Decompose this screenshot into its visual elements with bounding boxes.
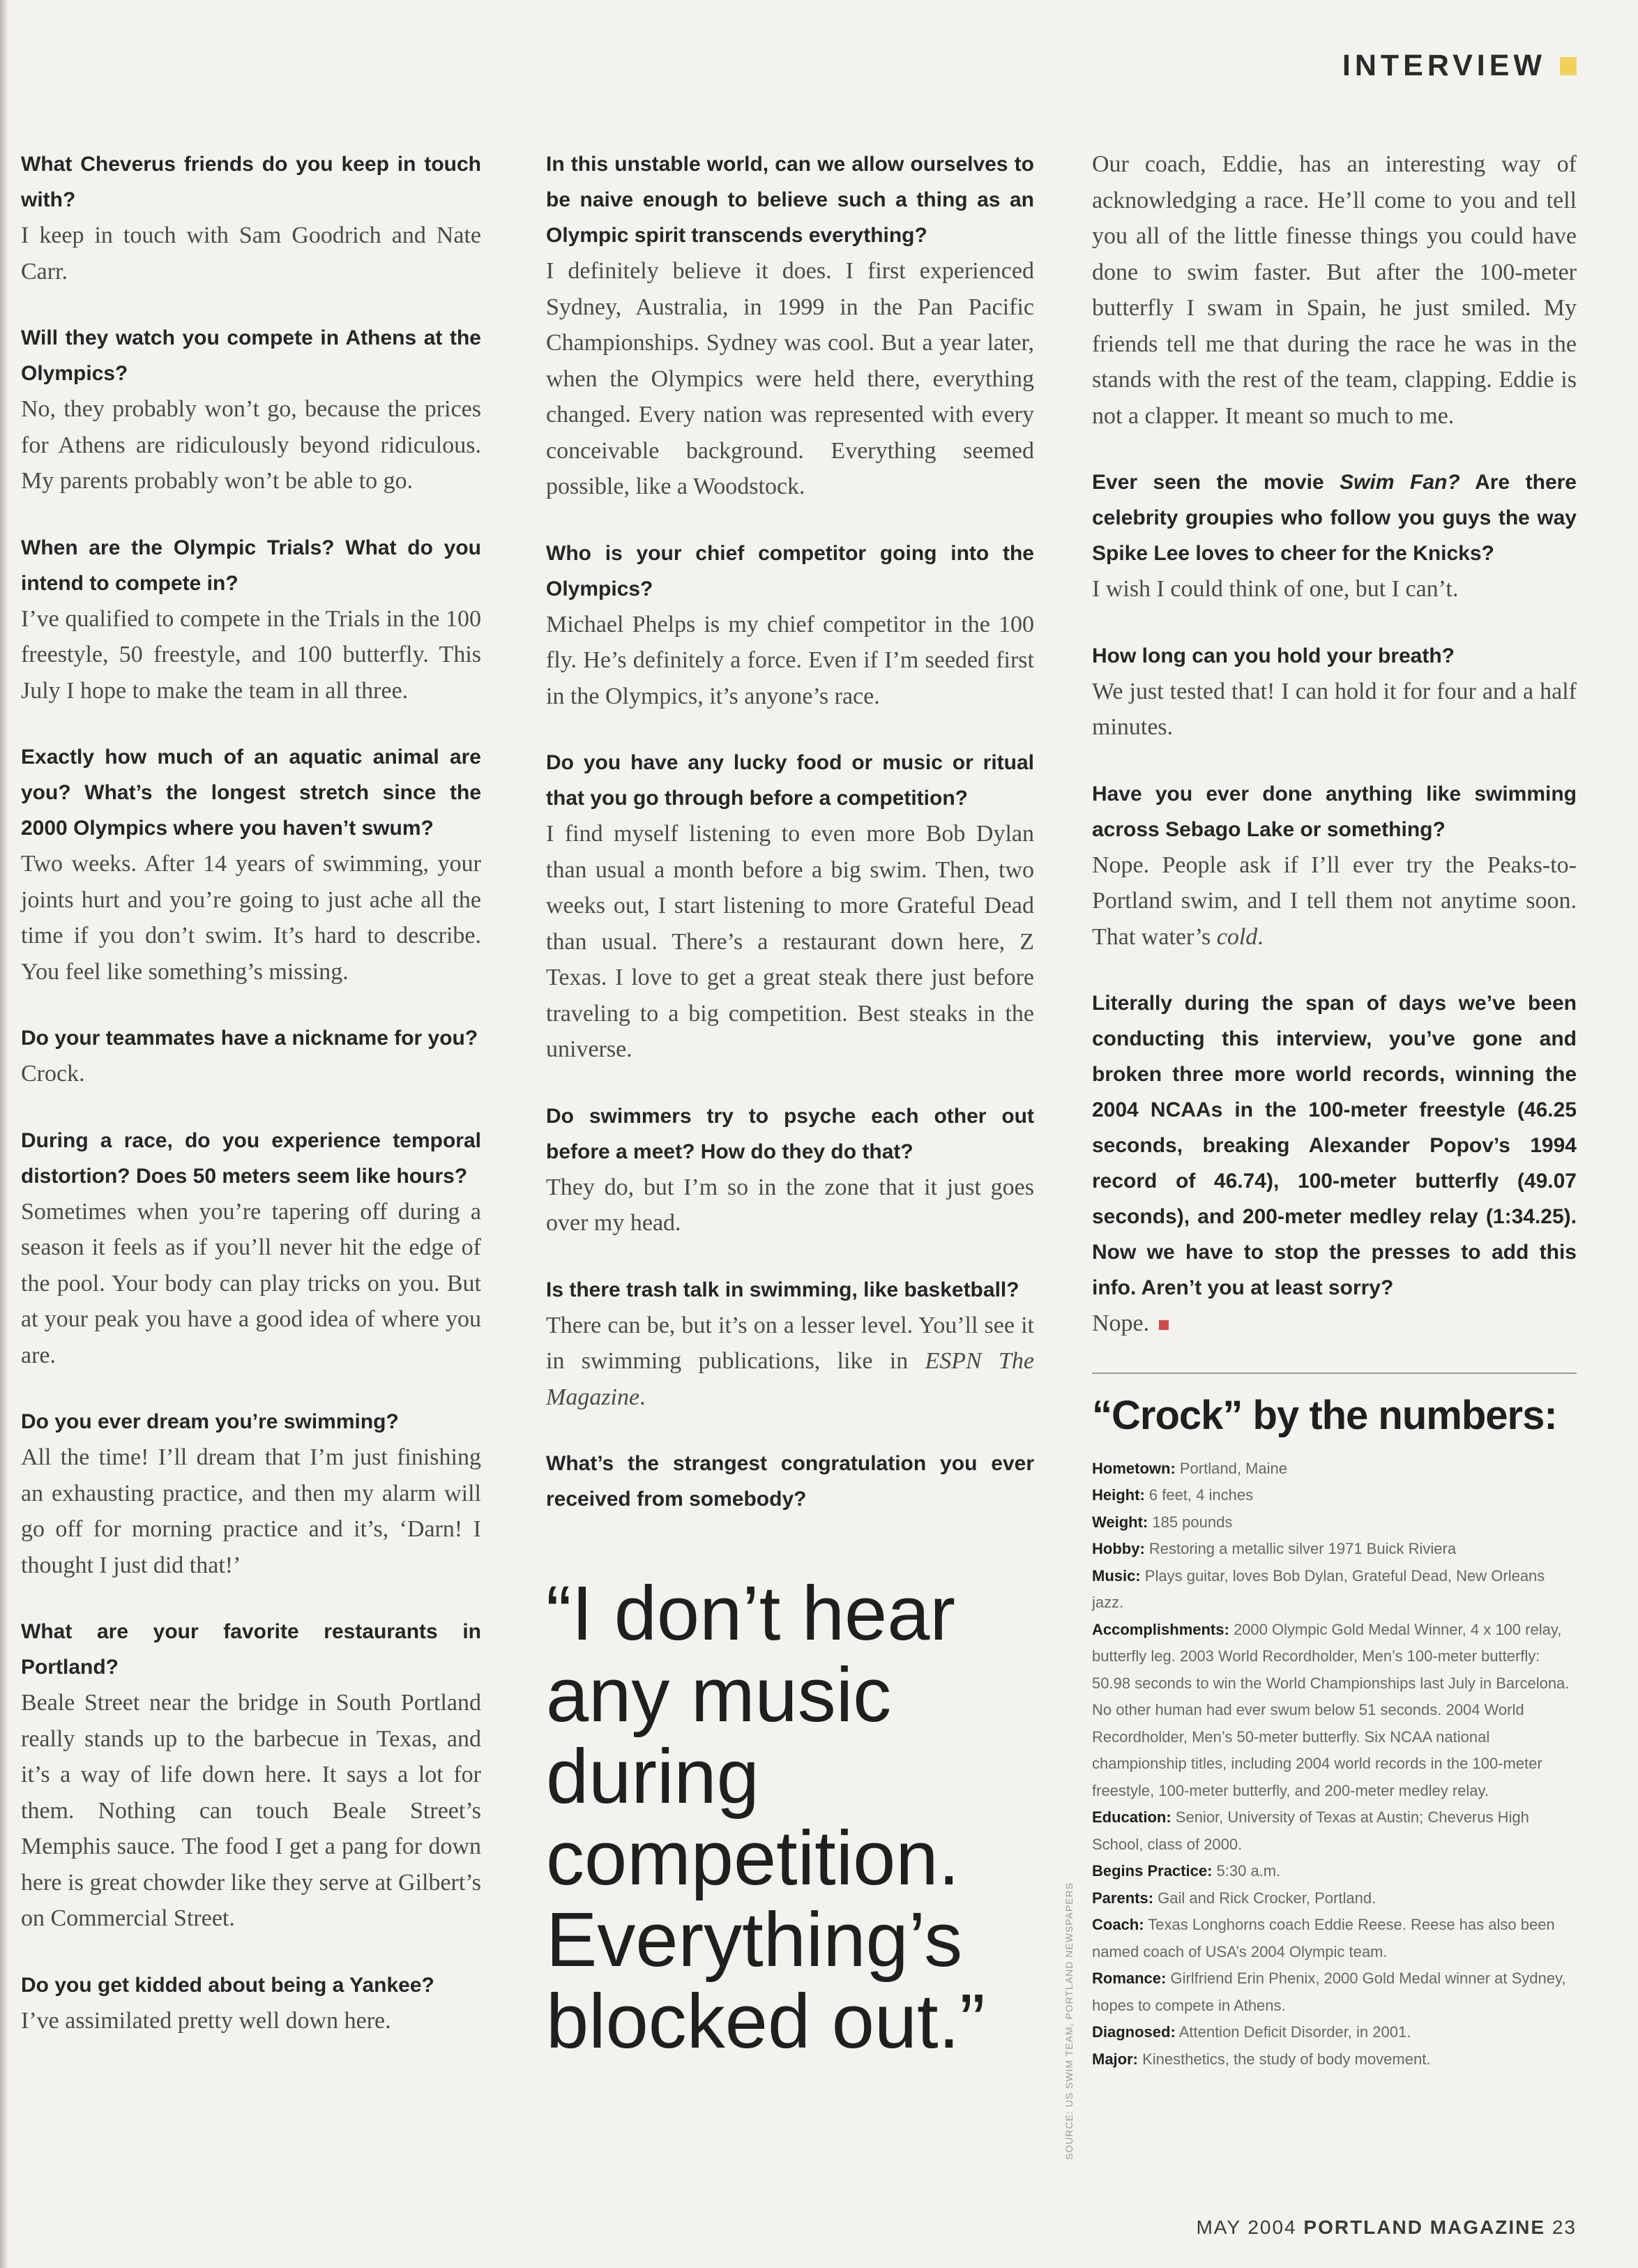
question: What’s the strangest congratulation you ever received from somebody? xyxy=(546,1452,1034,1511)
question: Do you get kidded about being a Yankee? xyxy=(21,1973,434,1997)
answer-text: Nope. People ask if I’ll ever try the Peaks-to-Portland swim, and I tell them not anytime soon. That water’s xyxy=(1092,852,1577,950)
fact-value: Attention Deficit Disorder, in 2001. xyxy=(1175,2023,1411,2041)
fact-label: Hometown: xyxy=(1092,1459,1176,1477)
qa-item xyxy=(1092,464,1577,607)
question: What are your favorite restaurants in Portland? xyxy=(21,1620,481,1679)
fact-item xyxy=(1092,2019,1577,2046)
answer xyxy=(1092,847,1577,955)
fact-value: 5:30 a.m. xyxy=(1212,1862,1281,1880)
answer: Crock. xyxy=(21,1061,85,1087)
fact-label: Accomplishments: xyxy=(1092,1620,1229,1638)
answer-text: . xyxy=(1257,923,1264,950)
question: Exactly how much of an aquatic animal are you? What’s the longest stretch since the 2000 Olympics where you haven’t swum? xyxy=(21,746,481,840)
fact-item xyxy=(1092,1509,1577,1536)
column-3 xyxy=(1092,146,1577,2073)
answer: All the time! I’ll dream that I’m just finishing an exhausting practice, and then my alarm will go off for morning practice and it’s, ‘Darn! I thought I just did that!’ xyxy=(21,1444,481,1578)
emphasis: cold xyxy=(1216,923,1258,950)
sidebar-title: “Crock” by the numbers: xyxy=(1092,1392,1557,1438)
fact-value: 185 pounds xyxy=(1148,1513,1233,1531)
question: In this unstable world, can we allow ourselves to be naive enough to believe such a thing as an Olympic spirit transcends everything? xyxy=(546,153,1034,247)
fact-item xyxy=(1092,1563,1577,1617)
answer-text: . xyxy=(639,1384,646,1410)
fact-label: Weight: xyxy=(1092,1513,1148,1531)
fact-value: Gail and Rick Crocker, Portland. xyxy=(1153,1889,1377,1907)
answer: No, they probably won’t go, because the prices for Athens are ridiculously beyond ridiculous. My parents probably won’t be able to go. xyxy=(21,396,481,494)
question: Have you ever done anything like swimming across Sebago Lake or something? xyxy=(1092,782,1577,841)
qa-item xyxy=(21,1123,481,1374)
answer: Our coach, Eddie, has an interesting way of acknowledging a race. He’ll come to you and tell you all of the little finesse things you could have done to swim faster. But after the 100-meter butterfly I swam in Spain, he just smiled. My friends tell me that during the race he was in the stands with the rest of the team, clapping. Eddie is not a clapper. It meant so much to me. xyxy=(1092,151,1577,429)
fact-value: Plays guitar, loves Bob Dylan, Grateful Dead, New Orleans jazz. xyxy=(1092,1566,1545,1611)
qa-item xyxy=(1092,638,1577,746)
qa-item xyxy=(546,1098,1034,1241)
fact-label: Music: xyxy=(1092,1566,1141,1585)
question: Do you have any lucky food or music or ritual that you go through before a competition? xyxy=(546,751,1034,810)
fact-value: Texas Longhorns coach Eddie Reese. Reese has also been named coach of USA’s 2004 Olympic team. xyxy=(1092,1916,1555,1960)
answer: Sometimes when you’re tapering off during a season it feels as if you’ll never hit the edge of the pool. Your body can play tricks on you. But at your peak you have a good idea of where you are. xyxy=(21,1198,481,1368)
fact-value: Portland, Maine xyxy=(1175,1459,1287,1477)
question: Who is your chief competitor going into the Olympics? xyxy=(546,541,1034,600)
qa-item xyxy=(21,1967,481,2039)
qa-item xyxy=(21,320,481,499)
answer: Two weeks. After 14 years of swimming, your joints hurt and you’re going to just ache all the time if you don’t swim. It’s hard to describe. You feel like something’s missing. xyxy=(21,851,481,985)
publication-title: ESPN The Magazine xyxy=(546,1348,1034,1410)
movie-title: Swim Fan? xyxy=(1340,471,1460,494)
qa-item xyxy=(21,146,481,289)
qa-item xyxy=(21,1614,481,1937)
fact-value: Senior, University of Texas at Austin; Cheverus High School, class of 2000. xyxy=(1092,1808,1529,1853)
qa-item xyxy=(1092,146,1577,434)
question: When are the Olympic Trials? What do you intend to compete in? xyxy=(21,536,481,595)
section-header xyxy=(1342,49,1577,83)
page-footer xyxy=(1196,2216,1577,2239)
fact-value: 6 feet, 4 inches xyxy=(1144,1486,1254,1504)
qa-item xyxy=(21,530,481,709)
answer: I definitely believe it does. I first experienced Sydney, Australia, in 1999 in the Pan Pacific Championships. Sydney was cool. But a year later, when the Olympics were held there, everything changed. Every nation was represented with every conceivable background. Everything seemed possible, like a Woodstock. xyxy=(546,258,1034,499)
end-mark-icon xyxy=(1159,1320,1169,1330)
question: Is there trash talk in swimming, like basketball? xyxy=(546,1278,1019,1301)
answer: Michael Phelps is my chief competitor in the 100 fly. He’s definitely a force. Even if I’m seeded first in the Olympics, it’s anyone’s race. xyxy=(546,611,1034,709)
answer-text: Nope. xyxy=(1092,1310,1150,1336)
qa-item xyxy=(546,146,1034,505)
answer: Beale Street near the bridge in South Portland really stands up to the barbecue in Texas, and it’s a way of life down here. It says a lot for them. Nothing can touch Beale Street’s Memphis sauce. The food I get a pang for down here is great chowder like they serve at Gilbert’s on Commercial Street. xyxy=(21,1690,481,1931)
fact-value: Restoring a metallic silver 1971 Buick Riviera xyxy=(1144,1540,1457,1557)
answer xyxy=(1092,1306,1577,1342)
question: Literally during the span of days we’ve been conducting this interview, you’ve gone and broken three more world records, winning the 2004 NCAAs in the 100-meter freestyle (46.25 seconds, breaking Alexander Popov’s 1994 record of 46.74), 100-meter butterfly (49.07 seconds), and 200-meter medley relay (1:34.25). Now we have to stop the presses to add this info. Aren’t you at least sorry? xyxy=(1092,992,1577,1299)
column-2 xyxy=(546,146,1034,2062)
fact-item xyxy=(1092,1912,1577,1965)
question: Do swimmers try to psyche each other out before a meet? How do they do that? xyxy=(546,1104,1034,1163)
fact-item xyxy=(1092,1858,1577,1885)
issue-date: MAY 2004 xyxy=(1196,2216,1297,2238)
qa-item xyxy=(546,536,1034,715)
section-title: INTERVIEW xyxy=(1342,49,1546,82)
fact-label: Education: xyxy=(1092,1808,1171,1826)
column-1 xyxy=(21,146,481,2069)
answer: I’ve qualified to compete in the Trials in the 100 freestyle, 50 freestyle, and 100 butterfly. This July I hope to make the team in all three. xyxy=(21,605,481,704)
credit-text: SOURCE: US SWIM TEAM, PORTLAND NEWSPAPERS xyxy=(1063,1882,1075,2161)
page-gutter-shadow xyxy=(0,0,8,2268)
fact-value: Kinesthetics, the study of body movement. xyxy=(1138,2050,1431,2068)
stats-sidebar xyxy=(1092,1373,1577,2073)
fact-label: Romance: xyxy=(1092,1970,1167,1987)
answer: I find myself listening to even more Bob Dylan than usual a month before a big swim. Then, two weeks out, I start listening to more Grateful Dead than usual. There’s a restaurant down here, Z Texas. I love to get a great steak there just before traveling to a big competition. Best steaks in the universe. xyxy=(546,821,1034,1062)
question: Will they watch you compete in Athens at the Olympics? xyxy=(21,326,481,385)
fact-item xyxy=(1092,1456,1577,1483)
fact-item xyxy=(1092,1536,1577,1563)
answer: We just tested that! I can hold it for four and a half minutes. xyxy=(1092,678,1577,740)
qa-item xyxy=(21,1404,481,1583)
fact-label: Diagnosed: xyxy=(1092,2023,1176,2041)
answer: They do, but I’m so in the zone that it just goes over my head. xyxy=(546,1174,1034,1236)
question-text: Are there celebrity groupies who follow you guys the way Spike Lee loves to cheer for the Knicks? xyxy=(1092,471,1577,565)
qa-item xyxy=(1092,985,1577,1342)
question: Do your teammates have a nickname for you? xyxy=(21,1027,478,1050)
fact-item xyxy=(1092,1804,1577,1858)
fact-label: Parents: xyxy=(1092,1889,1154,1907)
question-text: Ever seen the movie xyxy=(1092,471,1340,494)
answer: I wish I could think of one, but I can’t. xyxy=(1092,576,1459,602)
qa-item xyxy=(546,1272,1034,1416)
answer-text: There can be, but it’s on a lesser level. You’ll see it in swimming publications, like in xyxy=(546,1312,1034,1374)
accent-square-icon xyxy=(1560,57,1577,75)
answer xyxy=(546,1308,1034,1416)
question: What Cheverus friends do you keep in touch with? xyxy=(21,153,481,211)
pull-quote: “I don’t hear any music during competition. Everything’s blocked out.” xyxy=(546,1571,985,2064)
qa-item xyxy=(21,1020,481,1092)
fact-item xyxy=(1092,2046,1577,2073)
fact-label: Hobby: xyxy=(1092,1540,1145,1557)
qa-item xyxy=(546,745,1034,1068)
fact-label: Major: xyxy=(1092,2050,1138,2068)
answer: I keep in touch with Sam Goodrich and Nate Carr. xyxy=(21,222,481,285)
photo-credit xyxy=(1062,1876,1076,2169)
qa-item xyxy=(546,1446,1034,1517)
fact-item xyxy=(1092,1482,1577,1509)
qa-item xyxy=(21,739,481,990)
answer: I’ve assimilated pretty well down here. xyxy=(21,2007,391,2034)
page-number: 23 xyxy=(1552,2216,1577,2238)
qa-item xyxy=(1092,776,1577,955)
magazine-name: PORTLAND MAGAZINE xyxy=(1303,2216,1546,2238)
fact-item xyxy=(1092,1617,1577,1805)
fact-label: Begins Practice: xyxy=(1092,1862,1213,1880)
fact-item xyxy=(1092,1965,1577,2019)
fact-value: 2000 Olympic Gold Medal Winner, 4 x 100 relay, butterfly leg. 2003 World Recordholder, Men’s 100-meter butterfly: 50.98 seconds to win the World Championships last July in Barcelona. No other human had ever swum below 51 seconds. 2004 World Recordholder, Men’s 50-meter butterfly. Six NCAA national championship titles, including 2004 world records in the 100-meter freestyle, 100-meter butterfly, and 200-meter medley relay. xyxy=(1092,1620,1570,1799)
fact-item xyxy=(1092,1885,1577,1912)
fact-label: Height: xyxy=(1092,1486,1145,1504)
fact-label: Coach: xyxy=(1092,1916,1144,1933)
question: During a race, do you experience temporal distortion? Does 50 meters seem like hours? xyxy=(21,1128,481,1188)
fact-value: Girlfriend Erin Phenix, 2000 Gold Medal winner at Sydney, hopes to compete in Athens. xyxy=(1092,1970,1566,2014)
question xyxy=(1092,464,1577,571)
question: Do you ever dream you’re swimming? xyxy=(21,1410,399,1433)
question: How long can you hold your breath? xyxy=(1092,644,1455,667)
